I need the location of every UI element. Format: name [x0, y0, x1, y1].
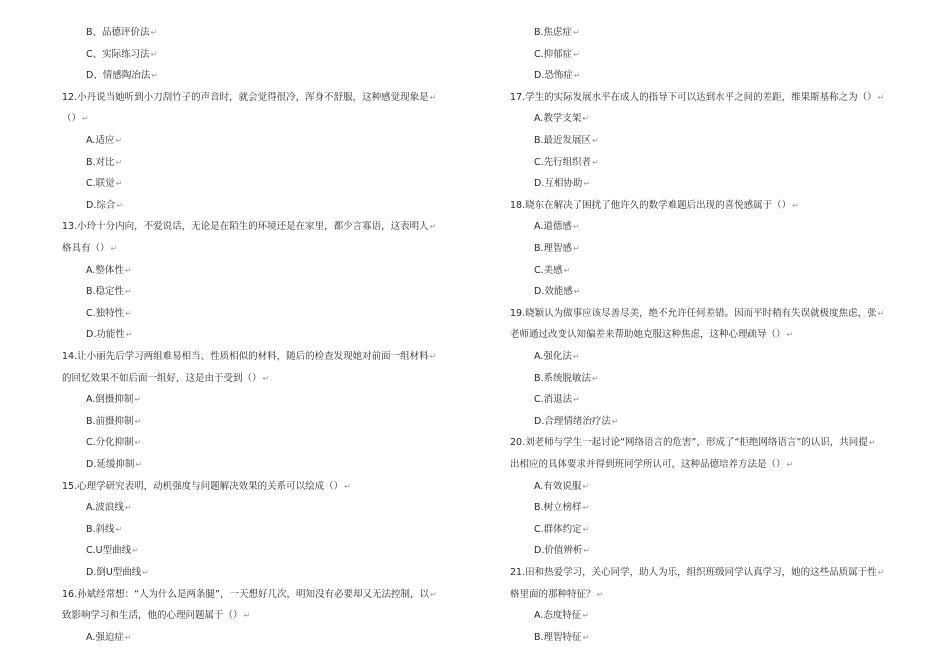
- line-text: A.适应: [86, 135, 115, 146]
- answer-option: [86, 524, 122, 536]
- line-text: D.倒U型曲线: [86, 567, 142, 578]
- line-text: A.强迫症: [86, 631, 124, 643]
- line-text: 出相应的具体要求并得到班同学所认可，这种品德培养方法是（）: [510, 459, 786, 470]
- paragraph-mark-icon: ↵: [573, 244, 580, 253]
- line-text: B.系统脱敏法: [534, 372, 592, 384]
- answer-option: [534, 286, 581, 298]
- paragraph-mark-icon: ↵: [573, 28, 580, 37]
- question-line: [62, 243, 117, 255]
- line-text: D.延缓抑制: [86, 459, 135, 470]
- answer-option: [534, 70, 581, 82]
- line-text: B.焦虑症: [534, 27, 573, 38]
- line-text: 格里面的那种特征？: [510, 588, 596, 600]
- paragraph-mark-icon: ↵: [877, 568, 885, 577]
- paragraph-mark-icon: ↵: [243, 611, 251, 621]
- line-text: B.最近发展区: [534, 135, 592, 146]
- answer-option: [534, 49, 580, 61]
- question-line: [62, 589, 437, 601]
- paragraph-mark-icon: ↵: [611, 416, 619, 426]
- paragraph-mark-icon: ↵: [150, 28, 158, 37]
- answer-option: [534, 27, 580, 39]
- paragraph-mark-icon: ↵: [135, 460, 143, 469]
- answer-option: [86, 178, 122, 190]
- question-line: [510, 459, 793, 471]
- line-text: B.斜线: [86, 523, 115, 535]
- paragraph-mark-icon: ↵: [582, 632, 590, 642]
- line-text: B.理智特征: [534, 631, 582, 643]
- line-text: A.道德感: [534, 221, 572, 233]
- answer-option: [86, 157, 122, 169]
- paragraph-mark-icon: ↵: [877, 92, 885, 102]
- line-text: 致影响学习和生活，他的心理问题属于（）: [62, 610, 243, 622]
- paragraph-mark-icon: ↵: [110, 244, 118, 253]
- line-text: D.综合: [86, 199, 116, 211]
- line-text: C.抑郁症: [534, 48, 573, 60]
- answer-option: [86, 437, 141, 449]
- paragraph-mark-icon: ↵: [868, 438, 876, 448]
- answer-option: [534, 113, 589, 125]
- question-line: [62, 610, 250, 622]
- paragraph-mark-icon: ↵: [786, 330, 794, 340]
- answer-option: [534, 157, 599, 169]
- line-text: C.分化抑制: [86, 437, 134, 449]
- paragraph-mark-icon: ↵: [573, 49, 580, 59]
- paragraph-mark-icon: ↵: [592, 373, 599, 383]
- line-text: 15.心理学研究表明，动机强度与问题解决效果的关系可以绘成（）: [62, 480, 344, 492]
- answer-option: [86, 27, 157, 39]
- answer-option: [86, 459, 142, 471]
- line-text: 16.孙斌经常想：“人为什么是两条腿”，一天想好几次，明知没有必要却又无法控制，以: [62, 588, 429, 600]
- paragraph-mark-icon: ↵: [786, 460, 794, 469]
- paragraph-mark-icon: ↵: [132, 546, 139, 556]
- paragraph-mark-icon: ↵: [596, 589, 604, 599]
- paragraph-mark-icon: ↵: [124, 503, 132, 513]
- question-line: [510, 437, 876, 449]
- answer-option: [534, 545, 590, 557]
- answer-option: [86, 308, 132, 320]
- answer-option: [86, 416, 141, 428]
- line-text: D.互相协助: [534, 178, 583, 190]
- line-text: D.功能性: [86, 329, 125, 341]
- question-line: [510, 589, 603, 601]
- question-line: [62, 221, 436, 233]
- answer-option: [534, 221, 580, 233]
- paragraph-mark-icon: ↵: [82, 114, 89, 124]
- paragraph-mark-icon: ↵: [573, 395, 580, 405]
- paragraph-mark-icon: ↵: [572, 352, 580, 361]
- paragraph-mark-icon: ↵: [592, 136, 599, 145]
- line-text: 18.晓东在解决了困扰了他许久的数学难题后出现的喜悦感属于（）: [510, 199, 792, 211]
- question-line: [62, 373, 269, 385]
- answer-option: [534, 502, 589, 514]
- answer-option: [534, 632, 589, 644]
- paragraph-mark-icon: ↵: [582, 524, 590, 534]
- paragraph-mark-icon: ↵: [134, 395, 142, 405]
- answer-option: [534, 243, 580, 255]
- paragraph-mark-icon: ↵: [134, 416, 142, 426]
- paragraph-mark-icon: ↵: [582, 611, 590, 621]
- paragraph-mark-icon: ↵: [125, 330, 133, 340]
- line-text: A.倒摄抑制: [86, 394, 134, 406]
- line-text: C.联觉: [86, 178, 115, 190]
- answer-option: [534, 373, 599, 385]
- line-text: C、实际练习法: [86, 48, 150, 60]
- paragraph-mark-icon: ↵: [115, 136, 123, 145]
- question-line: [62, 351, 436, 363]
- line-text: A.强化法: [534, 351, 572, 362]
- line-text: A.态度特征: [534, 610, 582, 622]
- line-text: 17.学生的实际发展水平在成人的指导下可以达到水平之间的差距，维果斯基称之为（）: [510, 91, 877, 103]
- paragraph-mark-icon: ↵: [115, 157, 123, 167]
- answer-option: [86, 286, 132, 298]
- answer-option: [534, 135, 599, 147]
- line-text: B.稳定性: [86, 286, 125, 298]
- paragraph-mark-icon: ↵: [134, 438, 142, 448]
- paragraph-mark-icon: ↵: [573, 287, 581, 297]
- paragraph-mark-icon: ↵: [583, 179, 591, 189]
- answer-option: [86, 135, 122, 147]
- line-text: B.前摄抑制: [86, 415, 134, 427]
- line-text: 20.刘老师与学生一起讨论“网络语言的危害”，形成了“拒绝网络语言”的认识，共同提: [510, 437, 868, 449]
- paragraph-mark-icon: ↵: [429, 589, 437, 599]
- line-text: B.对比: [86, 156, 115, 168]
- line-text: B、品德评价法: [86, 27, 150, 38]
- line-text: A.有效说服: [534, 480, 582, 492]
- paragraph-mark-icon: ↵: [115, 524, 123, 534]
- line-text: 21.田和热爱学习，关心同学，助人为乐，组织班级同学认真学习，她的这些品质属于性: [510, 567, 877, 578]
- line-text: 13.小玲十分内向，不爱说话，无论是在陌生的环境还是在家里，都少言寡语，这表明人: [62, 221, 429, 233]
- line-text: 19.晓颖认为做事应该尽善尽美，绝不允许任何差错。因而平时稍有失误就极度焦虑，张: [510, 307, 877, 319]
- line-text: C.U型曲线: [86, 545, 132, 557]
- answer-option: [86, 567, 149, 579]
- line-text: C.群体约定: [534, 523, 582, 535]
- paragraph-mark-icon: ↵: [142, 568, 149, 577]
- paragraph-mark-icon: ↵: [573, 71, 581, 81]
- answer-option: [86, 49, 157, 61]
- answer-option: [534, 416, 619, 428]
- paragraph-mark-icon: ↵: [150, 49, 158, 59]
- paragraph-mark-icon: ↵: [124, 265, 132, 275]
- answer-option: [86, 265, 132, 277]
- line-text: C.美感: [534, 264, 563, 276]
- question-line: [510, 329, 793, 341]
- line-text: D.效能感: [534, 286, 573, 298]
- line-text: A.教学支架: [534, 113, 582, 125]
- paragraph-mark-icon: ↵: [262, 373, 270, 383]
- paragraph-mark-icon: ↵: [563, 265, 571, 275]
- paragraph-mark-icon: ↵: [125, 308, 132, 318]
- line-text: 14.让小丽先后学习两组难易相当、性质相似的材料，随后的检查发现她对前面一组材料: [62, 351, 429, 362]
- answer-option: [86, 545, 139, 557]
- paragraph-mark-icon: ↵: [582, 503, 590, 513]
- answer-option: [86, 200, 123, 212]
- line-text: A.整体性: [86, 264, 124, 276]
- line-text: B.理智感: [534, 243, 573, 254]
- line-text: （）: [62, 113, 82, 125]
- question-line: [510, 308, 884, 320]
- answer-option: [534, 610, 589, 622]
- paragraph-mark-icon: ↵: [582, 481, 590, 491]
- answer-option: [534, 481, 589, 493]
- line-text: 12.小丹说当她听到小刀刮竹子的声音时，就会觉得很冷，浑身不舒服，这种感觉现象是: [62, 91, 429, 103]
- line-text: D.合理情绪治疗法: [534, 415, 611, 427]
- answer-option: [86, 329, 133, 341]
- question-line: [62, 113, 89, 125]
- answer-option: [534, 524, 589, 536]
- line-text: B.树立榜样: [534, 502, 582, 514]
- paragraph-mark-icon: ↵: [116, 200, 124, 210]
- answer-option: [86, 394, 141, 406]
- answer-option: [534, 265, 570, 277]
- paragraph-mark-icon: ↵: [124, 632, 132, 642]
- question-line: [510, 567, 884, 579]
- paragraph-mark-icon: ↵: [592, 157, 599, 167]
- paragraph-mark-icon: ↵: [151, 71, 159, 81]
- line-text: D、情感陶冶法: [86, 70, 151, 82]
- line-text: C.先行组织者: [534, 156, 592, 168]
- answer-option: [86, 70, 158, 82]
- line-text: D.恐怖症: [534, 70, 573, 82]
- paragraph-mark-icon: ↵: [582, 114, 590, 124]
- answer-option: [534, 178, 590, 190]
- answer-option: [86, 632, 132, 644]
- line-text: D.价值辨析: [534, 545, 583, 557]
- answer-option: [534, 394, 580, 406]
- paragraph-mark-icon: ↵: [115, 179, 123, 189]
- paragraph-mark-icon: ↵: [877, 308, 885, 318]
- paragraph-mark-icon: ↵: [583, 546, 591, 556]
- paragraph-mark-icon: ↵: [429, 352, 437, 361]
- answer-option: [534, 351, 580, 363]
- line-text: C.独特性: [86, 307, 125, 319]
- paragraph-mark-icon: ↵: [429, 222, 437, 232]
- line-text: A.波浪线: [86, 502, 124, 514]
- line-text: 老师通过改变认知偏差来帮助她克服这种焦虑，这种心理疏导（）: [510, 329, 786, 341]
- line-text: C.消退法: [534, 394, 573, 406]
- question-line: [62, 92, 436, 104]
- answer-option: [86, 502, 132, 514]
- line-text: 格具有（）: [62, 243, 110, 254]
- paragraph-mark-icon: ↵: [572, 222, 580, 232]
- line-text: 的回忆效果不如后面一组好，这是由于受到（）: [62, 372, 262, 384]
- paragraph-mark-icon: ↵: [792, 200, 799, 210]
- question-line: [510, 200, 799, 212]
- paragraph-mark-icon: ↵: [344, 481, 351, 491]
- paragraph-mark-icon: ↵: [429, 92, 437, 102]
- question-line: [510, 92, 884, 104]
- question-line: [62, 481, 351, 493]
- paragraph-mark-icon: ↵: [125, 287, 132, 297]
